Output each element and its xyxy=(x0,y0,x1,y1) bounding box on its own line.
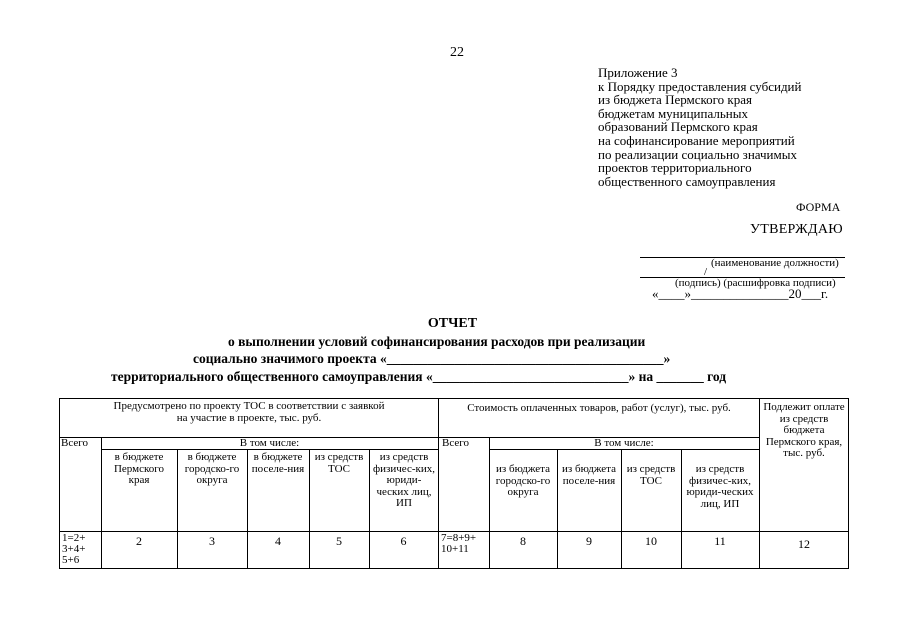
report-table xyxy=(59,398,849,569)
col-header: из средств физичес-ких, юриди-ческих лиц, ИП xyxy=(686,463,754,510)
signature-slash: / xyxy=(704,266,708,278)
table-col-line xyxy=(177,449,178,569)
total-label: Всего xyxy=(61,437,88,449)
col-header: из бюджета поселе-ния xyxy=(562,463,616,487)
report-line-1: о выполнении условий софинансирования расходов при реализации xyxy=(228,334,646,349)
appendix-line: бюджетам муниципальных xyxy=(598,105,748,121)
table-col-line xyxy=(438,398,439,569)
report-line-3: территориального общественного самоуправления «_____________________________» на _______ год xyxy=(111,369,727,384)
table-border-left xyxy=(59,398,60,569)
col-number: 12 xyxy=(798,537,810,551)
appendix-line: общественного самоуправления xyxy=(598,173,776,189)
approve-heading: УТВЕРЖДАЮ xyxy=(750,222,843,237)
total-label-2: Всего xyxy=(442,437,469,449)
col-number: 9 xyxy=(586,534,592,548)
appendix-line: образований Пермского края xyxy=(598,119,758,135)
appendix-line: по реализации социально значимых xyxy=(598,146,797,162)
col-number: 1=2+ 3+4+ 5+6 xyxy=(62,532,86,566)
col-number: 4 xyxy=(275,534,281,548)
including-label: В том числе: xyxy=(239,437,300,449)
col-number: 7=8+9+ 10+11 xyxy=(441,532,477,555)
group2-header: Стоимость оплаченных товаров, работ (услуг), тыс. руб. xyxy=(467,402,731,414)
col-header: из средств ТОС xyxy=(626,463,676,487)
table-col-line xyxy=(681,449,682,569)
position-caption: (наименование должности) xyxy=(711,257,839,269)
table-col-line xyxy=(247,449,248,569)
col-number: 10 xyxy=(645,534,657,548)
appendix-line: к Порядку предоставления субсидий xyxy=(598,78,802,94)
table-col-line xyxy=(101,437,102,569)
signature-caption: (подпись) (расшифровка подписи) xyxy=(675,277,836,289)
col-number: 6 xyxy=(400,534,407,548)
appendix-line: Приложение 3 xyxy=(598,65,678,80)
col-number: 5 xyxy=(336,534,342,548)
appendix-block xyxy=(598,66,801,188)
table-col-line xyxy=(621,449,622,569)
group1-header: Предусмотрено по проекту ТОС в соответствии с заявкой на участие в проекте, тыс. руб. xyxy=(113,400,385,424)
col-header: из средств ТОС xyxy=(314,451,364,475)
table-col-line xyxy=(489,437,490,569)
table-col-line xyxy=(557,449,558,569)
table-col-line xyxy=(309,449,310,569)
report-line-2: социально значимого проекта «_________________________________________» xyxy=(193,351,671,366)
table-border-top xyxy=(59,398,849,399)
appendix-line: проектов территориального xyxy=(598,160,752,176)
table-col-line xyxy=(369,449,370,569)
col-number: 2 xyxy=(136,534,142,548)
appendix-line: на софинансирование мероприятий xyxy=(598,132,795,148)
col-number: 3 xyxy=(209,534,215,548)
col-header: из средств физичес-ких, юриди-ческих лиц, ИП xyxy=(373,451,435,510)
col-number: 8 xyxy=(520,534,526,548)
col-number: 11 xyxy=(714,534,726,548)
col-header: из бюджета городско-го округа xyxy=(495,463,551,499)
col-header: в бюджете Пермского края xyxy=(113,451,165,487)
including-label-2: В том числе: xyxy=(594,437,654,449)
col-header: в бюджете городско-го округа xyxy=(184,451,240,487)
report-title: ОТЧЕТ xyxy=(427,316,478,331)
appendix-line: из бюджета Пермского края xyxy=(598,92,753,108)
approval-date: «____»_______________20___г. xyxy=(652,286,829,301)
col12-header: Подлежит оплате из средств бюджета Пермского края, тыс. руб. xyxy=(763,401,845,460)
form-label: ФОРМА xyxy=(796,200,841,214)
page-number: 22 xyxy=(450,45,464,60)
col-header: в бюджете поселе-ния xyxy=(251,451,305,475)
